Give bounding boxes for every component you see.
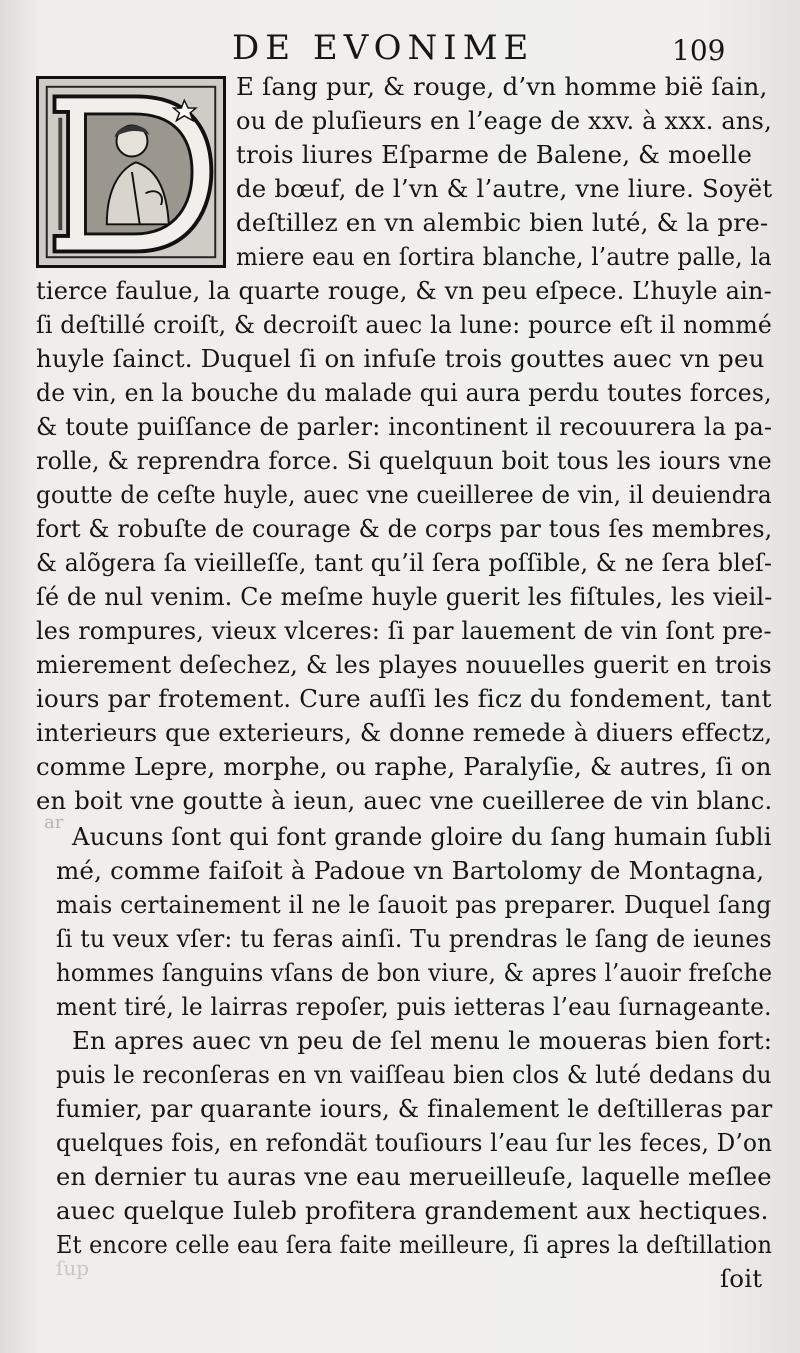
text-line: fumier, par quarante iours, & finalement le deſtilleras par xyxy=(56,1094,773,1123)
text-line: & alõgera ſa vieilleſſe, tant qu’il ſera poſſible, & ne ſera bleſ- xyxy=(36,548,773,577)
page-number: 109 xyxy=(672,34,726,67)
text-line: de bœuf, de l’vn & l’autre, vne liure. Soyët xyxy=(236,174,773,203)
text-line: deſtillez en vn alembic bien luté, & la pre- xyxy=(236,208,769,237)
text-line: en dernier tu auras vne eau merueilleuſe, laquelle meſlee xyxy=(56,1162,772,1191)
text-line: trois liures Eſparme de Balene, & moelle xyxy=(236,140,753,169)
text-line: fort & robuſte de courage & de corps par tous ſes membres, xyxy=(36,514,773,543)
text-line: quelques fois, en refondät touſiours l’eau ſur les feces, D’on xyxy=(56,1128,773,1157)
text-line: rolle, & reprendra force. Si quelquun boit tous les iours vne xyxy=(36,446,772,475)
text-line: ſi tu veux vſer: tu feras ainſi. Tu prendras le ſang de ieunes xyxy=(56,924,772,953)
text-line: E ſang pur, & rouge, d’vn homme bië ſain, xyxy=(236,72,768,101)
text-line: interieurs que exterieurs, & donne remede à diuers effectz, xyxy=(36,718,773,747)
text-line: les rompures, vieux vlceres: ſi par lauement de vin ſont pre- xyxy=(36,616,772,645)
text-line: iours par frotement. Cure auſſi les ficz du fondement, tant xyxy=(36,684,772,713)
text-line: Aucuns ſont qui font grande gloire du ſang humain ſubli xyxy=(72,822,772,851)
text-line: & toute puiſſance de parler: incontinent il recouurera la pa- xyxy=(36,412,773,441)
margin-mark: ar xyxy=(44,812,64,833)
historiated-initial-D-icon xyxy=(36,76,226,268)
text-line: comme Lepre, morphe, ou raphe, Paralyſie, & autres, ſi on xyxy=(36,752,772,781)
text-line: ou de pluſieurs en l’eage de xxv. à xxx. ans, xyxy=(236,106,772,135)
text-line: tierce faulue, la quarte rouge, & vn peu eſpece. L’huyle ain- xyxy=(36,276,772,305)
text-line: ſé de nul venim. Ce meſme huyle guerit les fiſtules, les vieil- xyxy=(36,582,773,611)
text-line: de vin, en la bouche du malade qui aura perdu toutes forces, xyxy=(36,378,772,407)
running-title: DE EVONIME xyxy=(232,28,535,68)
text-line: auec quelque Iuleb profitera grandement aux hectiques. xyxy=(56,1196,769,1225)
text-line: miere eau en ſortira blanche, l’autre palle, la xyxy=(236,242,772,271)
text-line: mais certainement il ne le ſauoit pas preparer. Duquel ſang xyxy=(56,890,772,919)
page-header xyxy=(0,26,800,70)
text-line: puis le reconſeras en vn vaiſſeau bien clos & luté dedans du xyxy=(56,1060,772,1089)
text-line: huyle ſainct. Duquel ſi on infuſe trois gouttes auec vn peu xyxy=(36,344,765,373)
text-line: goutte de ceſte huyle, auec vne cueilleree de vin, il deuiendra xyxy=(36,480,772,509)
text-line: En apres auec vn peu de ſel menu le moueras bien fort: xyxy=(72,1026,773,1055)
text-line: ment tiré, le lairras repoſer, puis ietteras l’eau ſurnageante. xyxy=(56,992,772,1021)
text-line: Et encore celle eau ſera faite meilleure, ſi apres la deſtillation xyxy=(56,1230,773,1259)
catchword: ſoit xyxy=(720,1264,763,1293)
text-line: hommes ſanguins vſans de bon viure, & apres l’auoir freſche xyxy=(56,958,773,987)
bleed-through-text: ſup xyxy=(56,1256,90,1280)
text-line: mé, comme faiſoit à Padoue vn Bartolomy de Montagna, xyxy=(56,856,765,885)
text-line: ſi deſtillé croiſt, & decroiſt auec la lune: pource eſt il nommé xyxy=(36,310,773,339)
text-line: mierement deſechez, & les playes nouuelles guerit en trois xyxy=(36,650,772,679)
text-line: en boit vne goutte à ieun, auec vne cueilleree de vin blanc. xyxy=(36,786,773,815)
